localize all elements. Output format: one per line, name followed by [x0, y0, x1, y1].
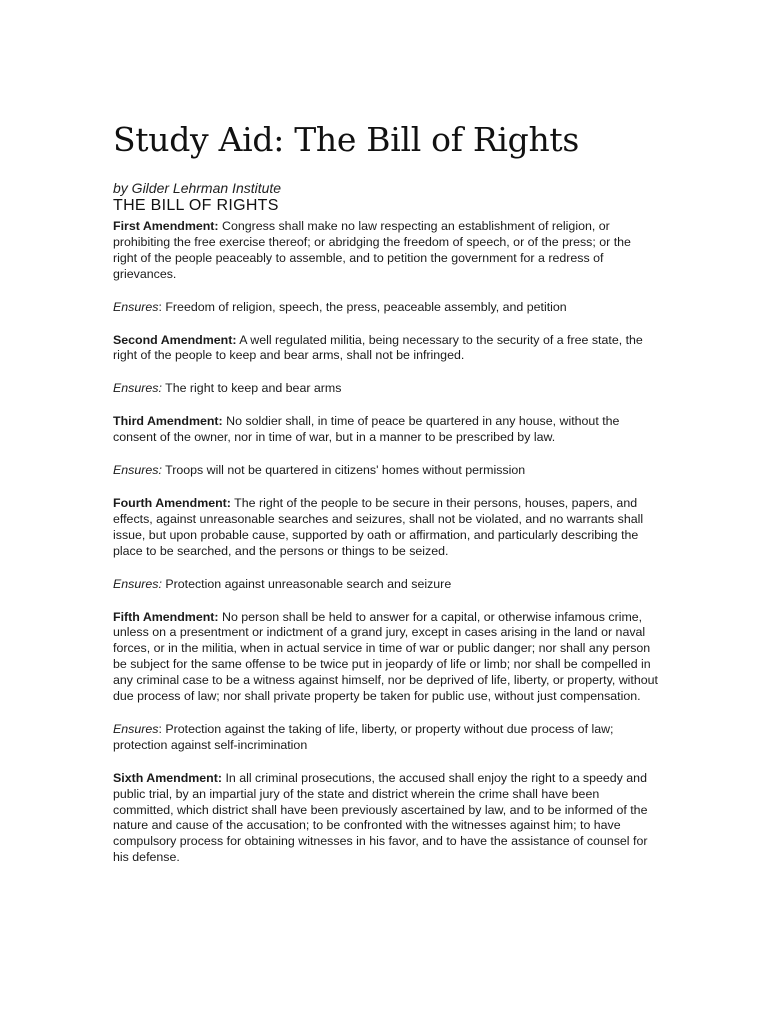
- ensures-first: [113, 300, 658, 316]
- amendment-text: No soldier shall, in time of peace be quartered in any house, without the consent of the owner, nor in time of war, but in a manner to be prescribed by law.: [113, 414, 620, 445]
- ensures-label: Ensures:: [113, 463, 162, 478]
- ensures-text: : Freedom of religion, speech, the press, peaceable assembly, and petition: [158, 299, 567, 314]
- ensures-text: Protection against unreasonable search and seizure: [161, 576, 452, 591]
- ensures-text: : Protection against the taking of life, liberty, or property without due process of law; protection against self-incrimination: [113, 721, 614, 752]
- amendment-first: [113, 219, 658, 283]
- ensures-fifth: [113, 722, 658, 754]
- byline: by Gilder Lehrman Institute: [113, 180, 282, 196]
- amendment-sixth: [113, 771, 658, 866]
- amendment-label: Fourth Amendment:: [113, 495, 231, 510]
- ensures-third: [113, 463, 658, 479]
- page-title: Study Aid: The Bill of Rights: [113, 120, 580, 159]
- amendment-text: Congress shall make no law respecting an establishment of religion, or prohibiting the free exercise thereof; or abridging the freedom of speech, or of the press; or the right of the people peaceably to assemble, and to petition the government for a redress of grievances.: [113, 219, 631, 281]
- amendment-fourth: [113, 496, 658, 560]
- amendment-text: No person shall be held to answer for a capital, or otherwise infamous crime, unless on a presentment or indictment of a grand jury, except in cases arising in the land or naval forces, or in the militia, when in actual service in time of war or public danger; nor shall any person be subject for the same offense to be twice put in jeopardy of life or limb; nor shall be compelled in any criminal case to be a witness against himself, nor be deprived of life, liberty, or property, without due process of law; nor shall private property be taken for public use, without just compensation.: [113, 609, 658, 704]
- ensures-text: The right to keep and bear arms: [161, 381, 342, 396]
- amendment-text: In all criminal prosecutions, the accused shall enjoy the right to a speedy and public trial, by an impartial jury of the state and district wherein the crime shall have been committed, which district shall have been previously ascertained by law, and to be informed of the nature and cause of the accusation; to be confronted with the witnesses against him; to have compulsory process for obtaining witnesses in his favor, and to have the assistance of counsel for his defense.: [113, 770, 648, 865]
- document-page: [113, 118, 658, 866]
- amendment-label: Third Amendment:: [113, 414, 223, 429]
- ensures-second: [113, 381, 658, 397]
- ensures-text: Troops will not be quartered in citizens' homes without permission: [161, 463, 526, 478]
- amendment-third: [113, 414, 658, 446]
- amendment-text: A well regulated militia, being necessary to the security of a free state, the right of the people to keep and bear arms, shall not be infringed.: [113, 332, 643, 363]
- amendment-text: The right of the people to be secure in their persons, houses, papers, and effects, against unreasonable searches and seizures, shall not be violated, and no warrants shall issue, but upon probable cause, supported by oath or affirmation, and particularly describing the place to be searched, and the persons or things to be seized.: [113, 495, 644, 558]
- ensures-label: Ensures:: [113, 576, 162, 591]
- ensures-label: Ensures:: [113, 381, 162, 396]
- amendment-label: Fifth Amendment:: [113, 609, 219, 624]
- ensures-label: Ensures: [113, 721, 159, 736]
- amendment-label: First Amendment:: [113, 219, 219, 233]
- amendment-fifth: [113, 610, 658, 705]
- amendment-second: [113, 333, 658, 365]
- ensures-fourth: [113, 577, 658, 593]
- ensures-label: Ensures: [113, 299, 159, 314]
- amendment-label: Sixth Amendment:: [113, 770, 222, 785]
- amendment-label: Second Amendment:: [113, 332, 237, 347]
- section-heading: THE BILL OF RIGHTS: [113, 197, 279, 214]
